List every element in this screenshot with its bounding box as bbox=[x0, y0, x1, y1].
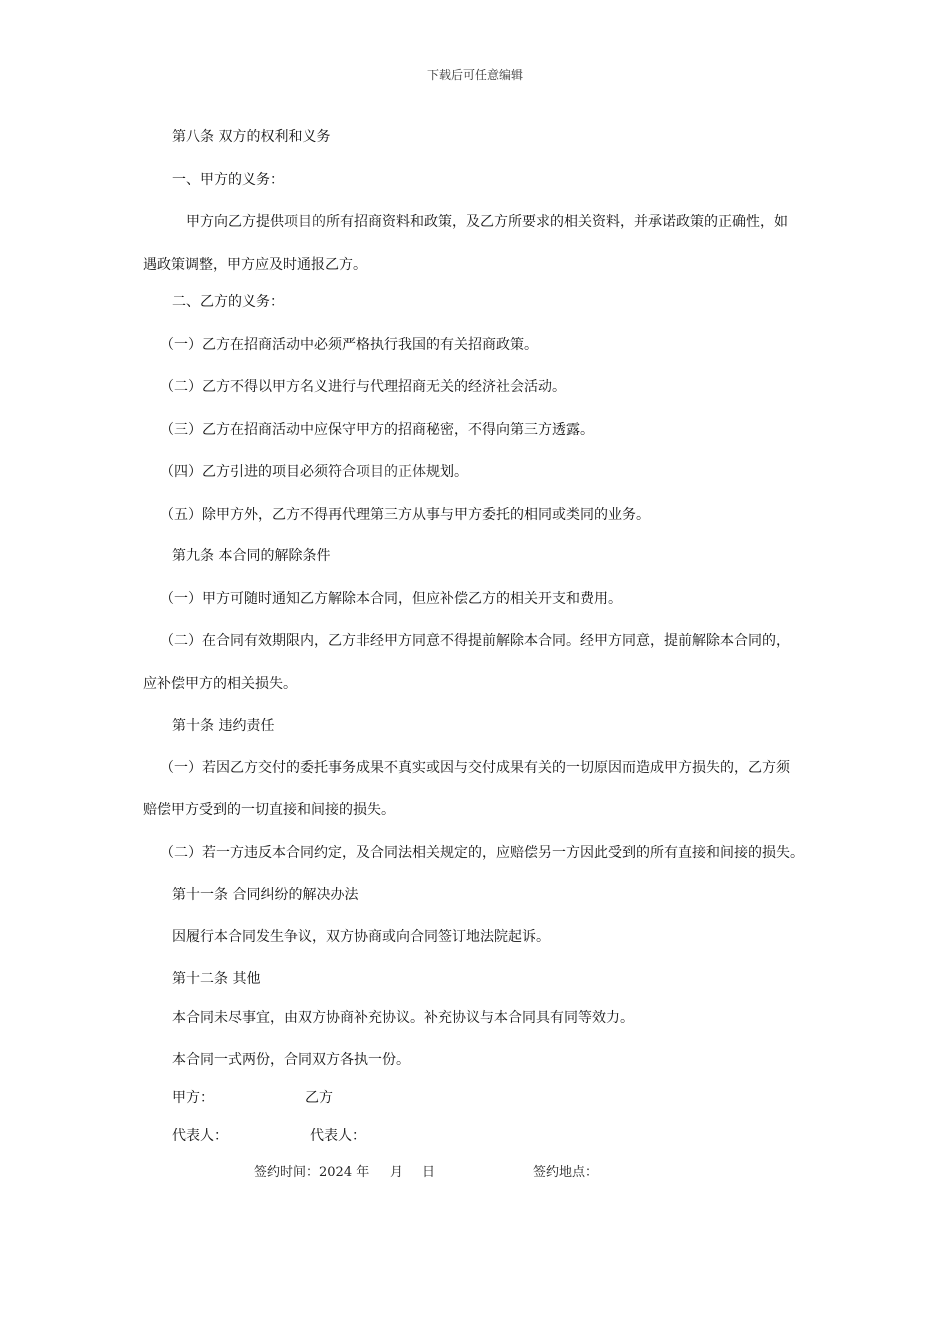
article-8-title: 第八条 双方的权利和义务 bbox=[172, 129, 331, 145]
liability-clause-1-line2: 赔偿甲方受到的一切直接和间接的损失。 bbox=[143, 802, 395, 818]
party-b-item-4-end: 规划。 bbox=[426, 464, 468, 480]
party-a-representative-label: 代表人： bbox=[172, 1128, 228, 1144]
party-b-signature-label: 乙方 bbox=[305, 1090, 333, 1106]
party-b-item-2: （二）乙方不得以甲方名义进行与代理招商无关的经济社会活动。 bbox=[160, 379, 566, 395]
party-b-item-4-start: （四）乙方引进的项目必须符合 bbox=[160, 464, 356, 480]
party-a-para-start: 甲方向乙方提供 bbox=[186, 214, 284, 230]
signing-date-label: 签约时间：2024 年 bbox=[254, 1165, 370, 1180]
party-b-representative-label: 代表人： bbox=[310, 1128, 366, 1144]
termination-clause-1: （一）甲方可随时通知乙方解除本合同，但应补偿乙方的相关开支和费用。 bbox=[160, 591, 622, 607]
liability-clause-1-line1: （一）若因乙方交付的委托事务成果不真实或因与交付成果有关的一切原因而造成甲方损失的，乙方须 bbox=[160, 760, 790, 776]
termination-clause-2-line2: 应补偿甲方的相关损失。 bbox=[143, 676, 297, 692]
liability-clause-2: （二）若一方违反本合同约定，及合同法相关规定的，应赔偿另一方因此受到的所有直接和间接的损失。 bbox=[160, 845, 804, 861]
party-b-obligations-heading: 二、乙方的义务： bbox=[172, 294, 284, 310]
termination-clause-2-line1: （二）在合同有效期限内，乙方非经甲方同意不得提前解除本合同。经甲方同意，提前解除本合同的， bbox=[160, 633, 790, 649]
signing-day-label: 日 bbox=[422, 1165, 436, 1180]
party-a-obligation-para-line2: 遇政策调整，甲方应及时通报乙方。 bbox=[143, 257, 367, 273]
party-a-obligations-heading: 一、甲方的义务： bbox=[172, 172, 284, 188]
party-b-item-5: （五）除甲方外，乙方不得再代理第三方从事与甲方委托的相同或类同的业务。 bbox=[160, 507, 650, 523]
article-12-title: 第十二条 其他 bbox=[172, 971, 261, 987]
article-9-title: 第九条 本合同的解除条件 bbox=[172, 548, 331, 564]
article-10-title: 第十条 违约责任 bbox=[172, 718, 275, 734]
party-a-obligation-para-line1 bbox=[186, 213, 788, 231]
party-b-item-1: （一）乙方在招商活动中必须严格执行我国的有关招商政策。 bbox=[160, 337, 538, 353]
project-ref-text: 项目的正体 bbox=[356, 464, 426, 480]
party-a-signature-label: 甲方： bbox=[172, 1090, 214, 1106]
page-header: 下载后可任意编辑 bbox=[426, 68, 523, 82]
party-a-para-end: 所有招商资料和政策，及乙方所要求的相关资料，并承诺政策的正确性，如 bbox=[326, 214, 788, 230]
dispute-resolution-text: 因履行本合同发生争议，双方协商或向合同签订地法院起诉。 bbox=[172, 929, 550, 945]
signing-place-label: 签约地点： bbox=[533, 1165, 599, 1180]
party-b-item-3: （三）乙方在招商活动中应保守甲方的招商秘密，不得向第三方透露。 bbox=[160, 422, 594, 438]
signing-month-label: 月 bbox=[390, 1165, 404, 1180]
copies-text: 本合同一式两份，合同双方各执一份。 bbox=[172, 1052, 410, 1068]
project-ref-text: 项目的 bbox=[284, 214, 326, 230]
supplementary-agreement-text: 本合同未尽事宜，由双方协商补充协议。补充协议与本合同具有同等效力。 bbox=[172, 1010, 634, 1026]
article-11-title: 第十一条 合同纠纷的解决办法 bbox=[172, 887, 359, 903]
party-b-item-4 bbox=[160, 463, 468, 481]
